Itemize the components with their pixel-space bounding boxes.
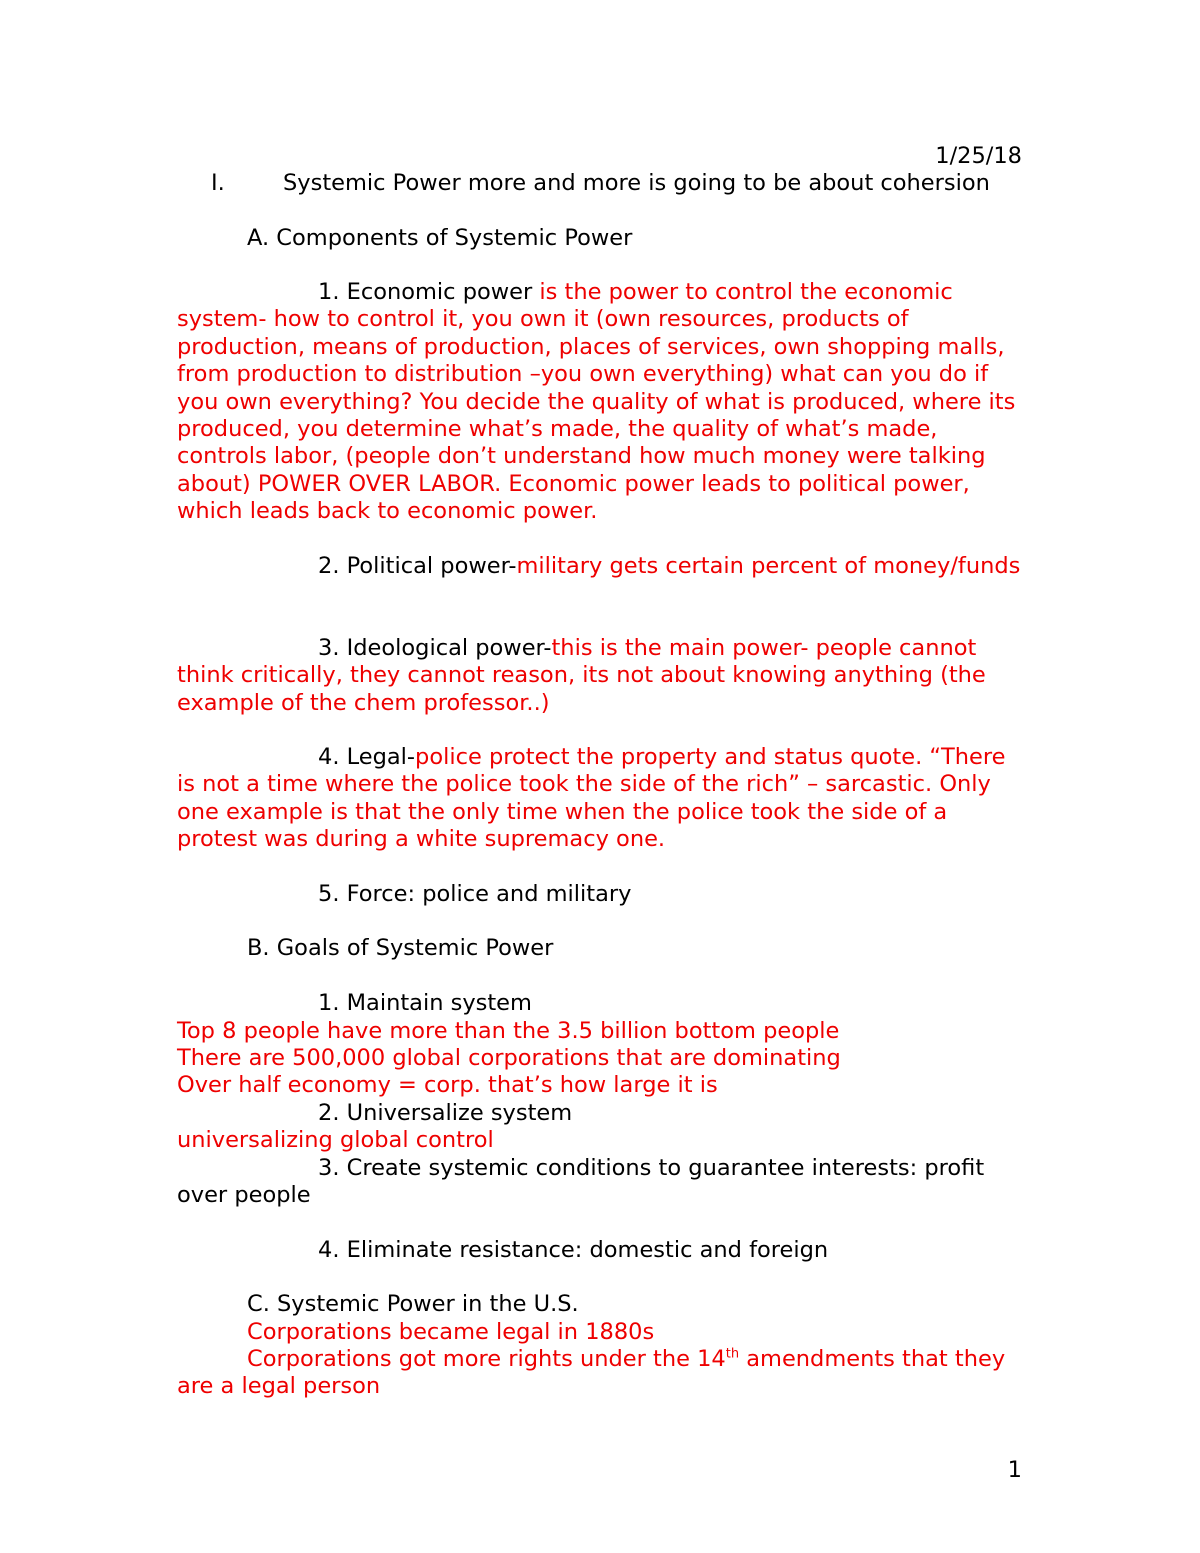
item-label: 5. Force: police and military — [318, 881, 632, 907]
note-text: Corporations got more rights under the 14 — [247, 1346, 726, 1372]
outline-heading: Systemic Power more and more is going to be about cohersion — [283, 170, 990, 196]
item-label: 4. Legal- — [318, 744, 416, 770]
item-economic-power — [177, 279, 1027, 526]
item-label: 1. Economic power — [318, 279, 540, 305]
item-political-power — [177, 553, 1027, 580]
section-a-title: A. Components of Systemic Power — [247, 225, 633, 251]
goal-note: Over half economy = corp. that’s how large it is — [177, 1072, 718, 1098]
item-legal — [177, 744, 1027, 854]
note-text: amendments that they are a legal person — [177, 1346, 1006, 1400]
goal-note: There are 500,000 global corporations that are dominating — [177, 1045, 841, 1071]
date: 1/25/18 — [935, 143, 1022, 169]
goal-maintain-system: 1. Maintain system — [318, 990, 532, 1016]
page-number: 1 — [1007, 1457, 1022, 1483]
outline-numeral: I. — [211, 170, 225, 196]
item-note: military gets certain percent of money/funds — [516, 553, 1021, 579]
item-label: 4. Eliminate resistance: domestic and foreign — [318, 1237, 829, 1263]
item-label: 3. Create systemic conditions to guarantee interests: profit over people — [177, 1155, 985, 1209]
goal-note: Top 8 people have more than the 3.5 billion bottom people — [177, 1018, 840, 1044]
item-note: is the power to control the economic system- how to control it, you own it (own resources, products of production, means of production, places of services, own shopping malls, from production to distribution –you own everything) what can you do if you own everything? You decide the quality of what is produced, where its produced, you determine what’s made, the quality of what’s made, controls labor, (people don’t understand how much money were talking about) POWER OVER LABOR. Economic power leads to political power, which leads back to economic power. — [177, 279, 1016, 525]
section-c-title: C. Systemic Power in the U.S. — [247, 1291, 579, 1317]
item-label: 2. Political power- — [318, 553, 517, 579]
section-c-note — [177, 1346, 1027, 1401]
item-label: 3. Ideological power- — [318, 635, 552, 661]
goal-note: universalizing global control — [177, 1127, 494, 1153]
item-ideological-power — [177, 635, 1027, 717]
item-note: police protect the property and status quote. “There is not a time where the police took the side of the rich” – sarcastic. Only one example is that the only time when the police took the side of a protest was during a white supremacy one. — [177, 744, 1006, 853]
goal-universalize-system: 2. Universalize system — [318, 1100, 573, 1126]
item-note: this is the main power- people cannot think critically, they cannot reason, its not about knowing anything (the example of the chem professor..) — [177, 635, 986, 716]
section-b-title: B. Goals of Systemic Power — [247, 935, 554, 961]
item-force — [177, 881, 1027, 908]
goal-create-conditions — [177, 1155, 1027, 1210]
goal-eliminate-resistance — [177, 1237, 1027, 1264]
section-c-note: Corporations became legal in 1880s — [247, 1319, 655, 1345]
note-superscript: th — [725, 1346, 740, 1362]
